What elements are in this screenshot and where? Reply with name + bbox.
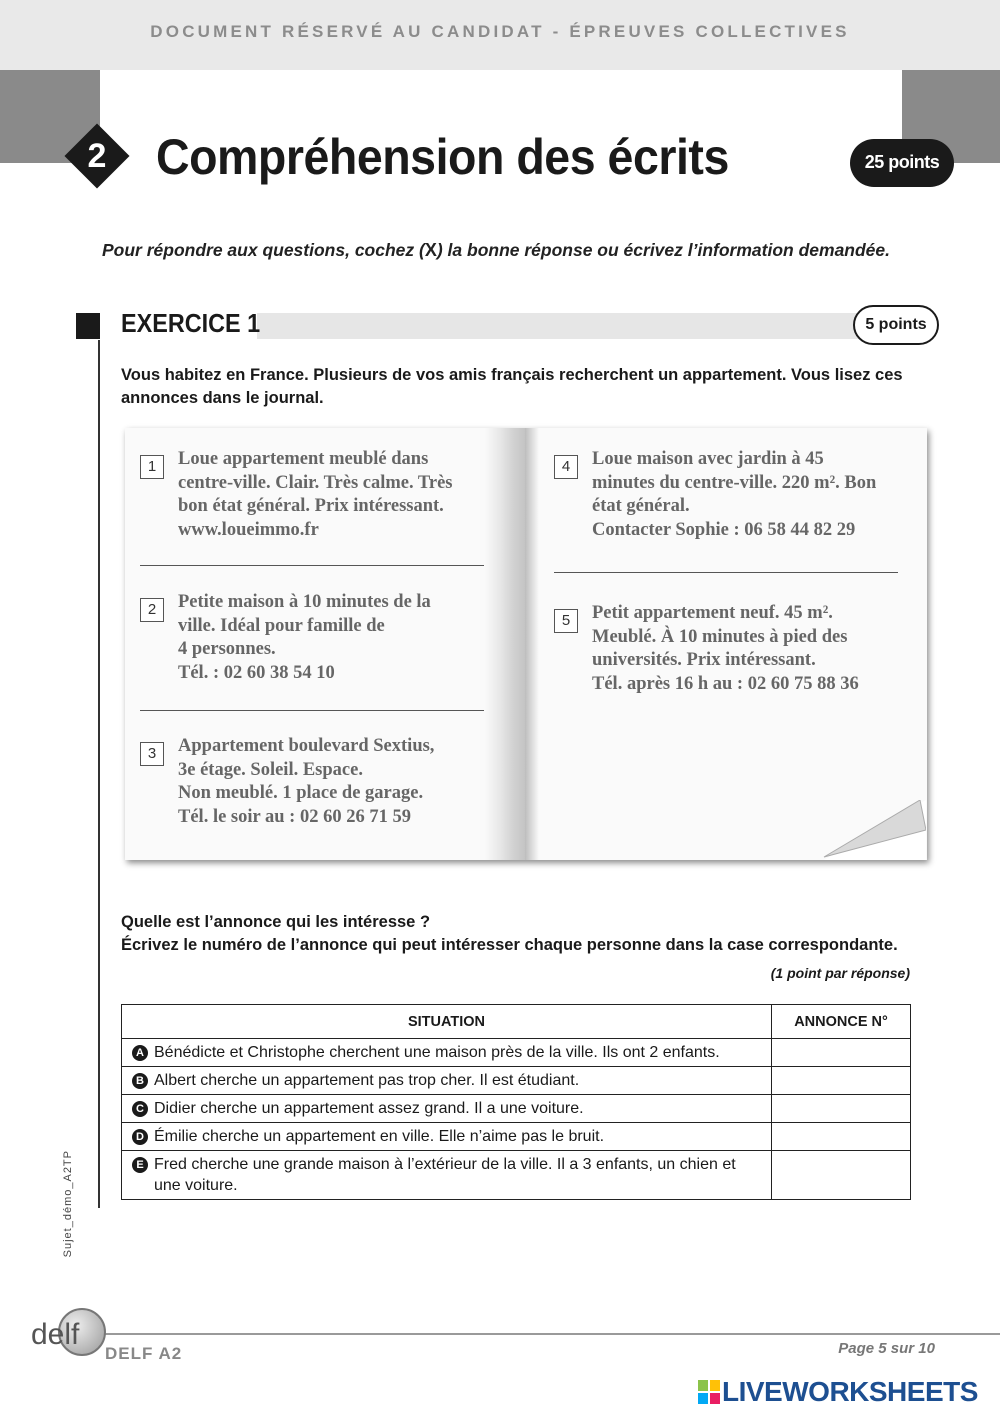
exercise-title: EXERCICE 1: [121, 308, 261, 338]
ad-4-line: Loue maison avec jardin à 45: [592, 449, 824, 469]
situation-text: Didier cherche un appartement assez grand. Il a une voiture.: [154, 1100, 584, 1117]
ad-2-line: Petite maison à 10 minutes de la: [178, 592, 431, 612]
col-situation: SITUATION: [122, 1005, 772, 1039]
exercise-intro: Vous habitez en France. Plusieurs de vos amis français recherchent un appartement. Vous lisez ces annonces dans le journal.: [121, 366, 903, 407]
check-mark-icon: X: [424, 240, 437, 260]
ad-1-line: bon état général. Prix intéressant.: [178, 496, 444, 516]
page-number: Page 5 sur 10: [838, 1340, 935, 1357]
table-row: [122, 1151, 911, 1200]
table-header-row: [122, 1005, 911, 1039]
liveworksheets-icon: [698, 1380, 720, 1404]
answer-cell-c[interactable]: [772, 1095, 911, 1123]
side-rule: [98, 340, 100, 1208]
ad-5-line: Petit appartement neuf. 45 m².: [592, 603, 833, 623]
ad-5-line: Meublé. À 10 minutes à pied des: [592, 626, 848, 647]
exercise-points-badge: 5 points: [853, 305, 939, 345]
table-row: [122, 1095, 911, 1123]
watermark: LIVEWORKSHEETS: [722, 1376, 978, 1407]
page-curl-icon: [820, 800, 926, 860]
ad-4-line: Contacter Sophie : 06 58 44 82 29: [592, 519, 856, 540]
ad-number-3: 3: [140, 742, 164, 766]
letter-c-icon: C: [132, 1101, 148, 1117]
instruction-before: Pour répondre aux questions, cochez (: [102, 240, 425, 260]
ad-5-line: Tél. après 16 h au : 02 60 75 88 36: [592, 673, 859, 694]
ad-3-line: 3e étage. Soleil. Espace.: [178, 759, 363, 780]
ad-separator: [140, 565, 484, 566]
footer-rule: [100, 1333, 1000, 1335]
banner-text: DOCUMENT RÉSERVÉ AU CANDIDAT - ÉPREUVES COLLECTIVES: [150, 22, 850, 41]
question-line-1: Quelle est l’annonce qui les intéresse ?: [121, 913, 431, 931]
answer-cell-d[interactable]: [772, 1123, 911, 1151]
table-row: [122, 1067, 911, 1095]
exercise-marker: [76, 313, 100, 339]
ad-4: [592, 448, 876, 542]
exercise-bar: [257, 313, 897, 339]
letter-b-icon: B: [132, 1073, 148, 1089]
exam-level: DELF A2: [105, 1344, 183, 1363]
answer-cell-b[interactable]: [772, 1067, 911, 1095]
ad-1: [178, 448, 453, 542]
answer-cell-e[interactable]: [772, 1151, 911, 1200]
ad-3-line: Non meublé. 1 place de garage.: [178, 783, 424, 803]
situation-cell: [122, 1039, 772, 1067]
letter-d-icon: D: [132, 1129, 148, 1145]
letter-a-icon: A: [132, 1045, 148, 1061]
instruction-after: ) la bonne réponse ou écrivez l’information demandée.: [436, 240, 891, 260]
col-annonce: ANNONCE N°: [772, 1005, 911, 1039]
situation-cell: [122, 1151, 772, 1200]
ad-2-line: 4 personnes.: [178, 639, 276, 659]
ad-4-line: état général.: [592, 496, 690, 516]
table-row: [122, 1123, 911, 1151]
ad-5-line: universités. Prix intéressant.: [592, 650, 816, 670]
ad-number-2: 2: [140, 598, 164, 622]
answer-cell-a[interactable]: [772, 1039, 911, 1067]
ad-separator: [554, 572, 898, 573]
ad-2-line: Tél. : 02 60 38 54 10: [178, 662, 335, 683]
ad-3-line: Appartement boulevard Sextius,: [178, 736, 435, 756]
delf-logo: delf: [31, 1318, 80, 1351]
situation-text: Albert cherche un appartement pas trop cher. Il est étudiant.: [154, 1072, 580, 1089]
situation-text: Bénédicte et Christophe cherchent une maison près de la ville. Ils ont 2 enfants.: [154, 1044, 720, 1061]
ad-3-line: Tél. le soir au : 02 60 26 71 59: [178, 806, 411, 827]
ad-5: [592, 602, 859, 696]
document-id: Sujet_démo_A2TP: [62, 1150, 74, 1258]
section-number: 2: [87, 137, 107, 175]
question-line-2: Écrivez le numéro de l’annonce qui peut intéresser chaque personne dans la case correspondante.: [121, 936, 898, 954]
table-row: [122, 1039, 911, 1067]
ad-1-line: Loue appartement meublé dans: [178, 449, 429, 469]
ad-2: [178, 591, 431, 685]
total-points-badge: 25 points: [850, 139, 954, 187]
page-title: Compréhension des écrits: [156, 129, 729, 185]
situation-text: Fred cherche une grande maison à l’extérieur de la ville. Il a 3 enfants, un chien et une voiture.: [154, 1156, 736, 1194]
situation-cell: [122, 1095, 772, 1123]
letter-e-icon: E: [132, 1157, 148, 1173]
ad-3: [178, 735, 434, 829]
ad-1-line: www.loueimmo.fr: [178, 519, 319, 540]
newspaper-fold: [485, 428, 525, 860]
question: [121, 911, 898, 957]
situation-cell: [122, 1067, 772, 1095]
newspaper-fold-shade: [525, 428, 539, 860]
ad-number-4: 4: [554, 455, 578, 479]
ad-separator: [140, 710, 484, 711]
ad-number-5: 5: [554, 609, 578, 633]
situation-table: [121, 1004, 911, 1200]
ad-4-line: minutes du centre-ville. 220 m². Bon: [592, 472, 877, 493]
instruction: [102, 240, 962, 261]
ad-2-line: ville. Idéal pour famille de: [178, 615, 385, 636]
ad-number-1: 1: [140, 455, 164, 479]
situation-cell: [122, 1123, 772, 1151]
situation-text: Émilie cherche un appartement en ville. Elle n’aime pas le bruit.: [154, 1128, 605, 1145]
ad-1-line: centre-ville. Clair. Très calme. Très: [178, 472, 453, 493]
scoring-note: (1 point par réponse): [770, 965, 910, 981]
